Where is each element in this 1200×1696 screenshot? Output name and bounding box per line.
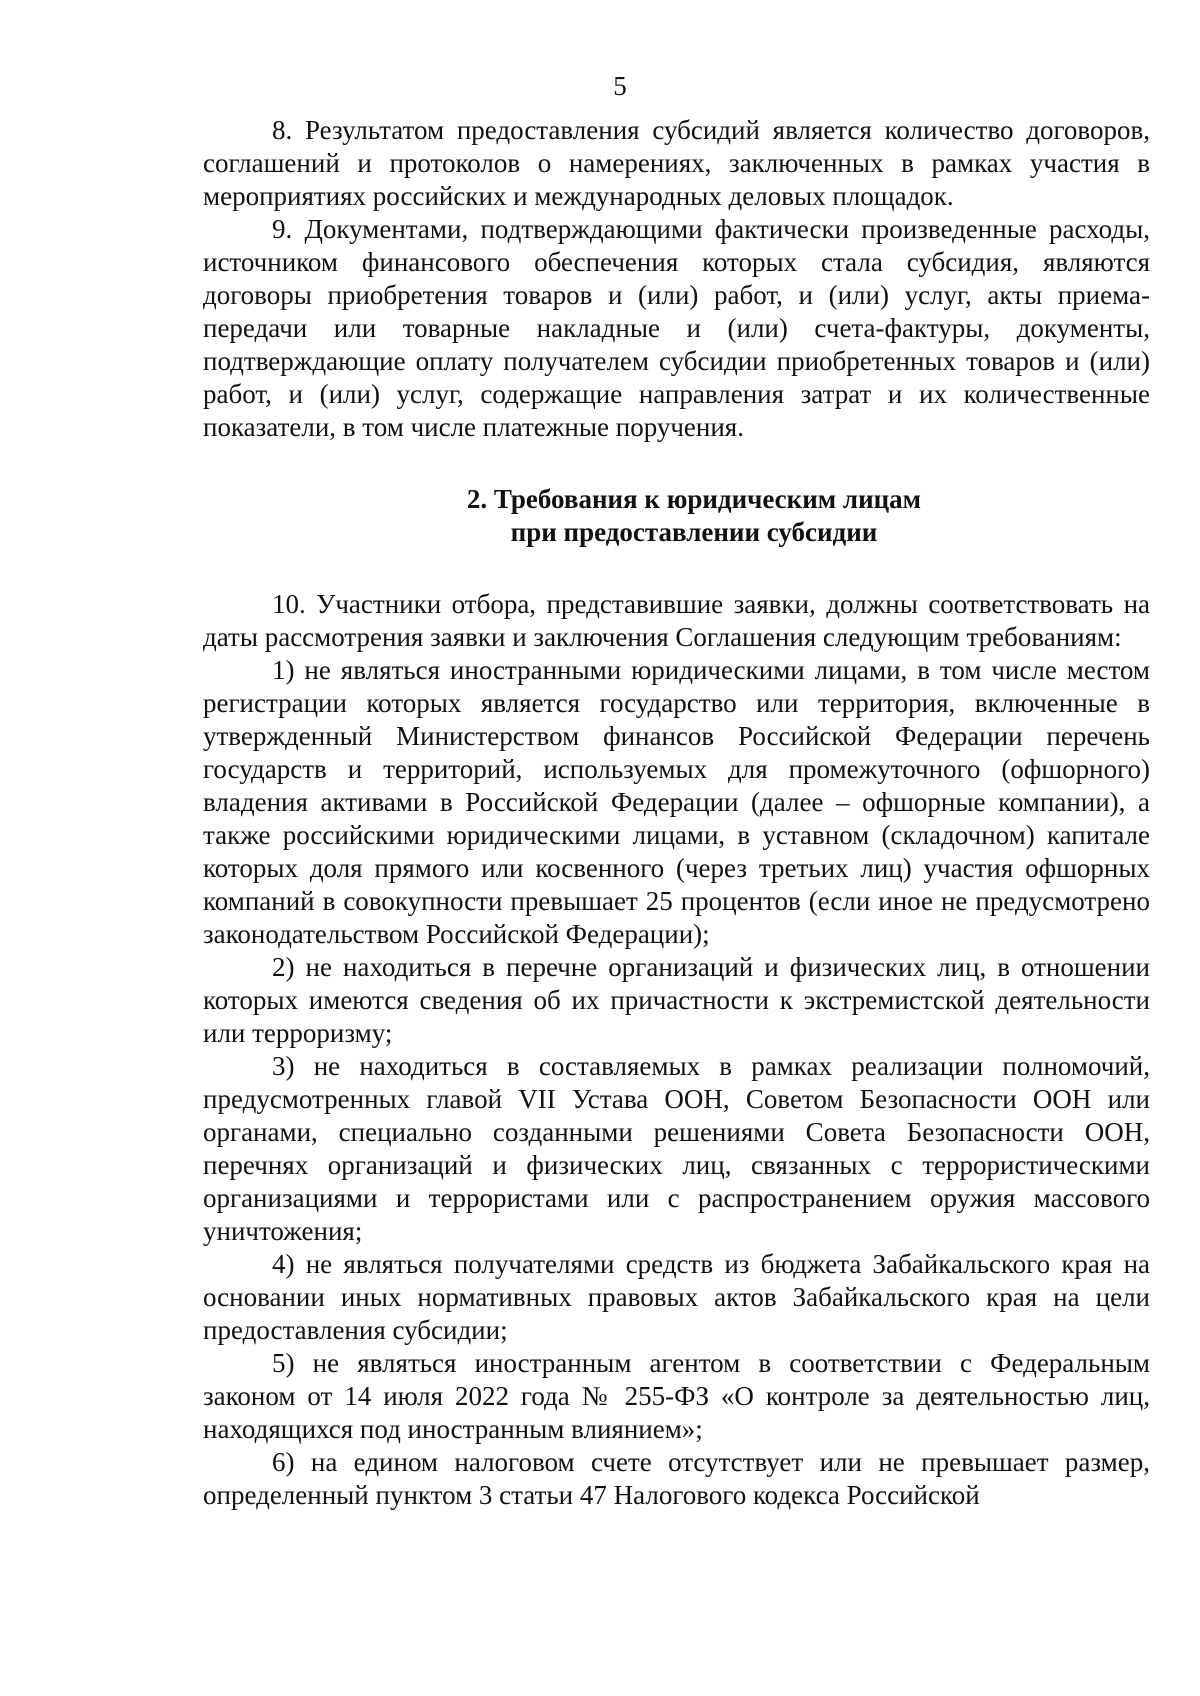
requirement-item-4: 4) не являться получателями средств из бюджета Забайкальского края на основании иных нормативных правовых актов Забайкальского края на цели предоставления субсидии; [203,1249,1150,1345]
requirement-item-6: 6) на едином налоговом счете отсутствует или не превышает размер, определенный пунктом 3 статьи 47 Налогового кодекса Российской [203,1447,1150,1510]
document-body [203,114,1150,1512]
section-heading-line-1: 2. Требования к юридическим лицам [466,484,922,514]
paragraph-10: 10. Участники отбора, представившие заявки, должны соответствовать на даты рассмотрения заявки и заключения Соглашения следующим требованиям: [203,589,1150,652]
requirement-item-2: 2) не находиться в перечне организаций и физических лиц, в отношении которых имеются сведения об их причастности к экстремистской деятельности или терроризму; [203,952,1150,1048]
section-heading-line-2: при предоставлении субсидии [510,517,878,547]
page-number: 5 [613,71,627,101]
paragraph-9: 9. Документами, подтверждающими фактически произведенные расходы, источником финансового обеспечения которых стала субсидия, являются договоры приобретения товаров и (или) работ, и (или) услуг, акты приема-передачи или товарные накладные и (или) счета-фактуры, документы, подтверждающие оплату получателем субсидии приобретенных товаров и (или) работ, и (или) услуг, содержащие направления затрат и их количественные показатели, в том числе платежные поручения. [203,214,1150,442]
requirement-item-5: 5) не являться иностранным агентом в соответствии с Федеральным законом от 14 июля 2022 года № 255-ФЗ «О контроле за деятельностью лиц, находящихся под иностранным влиянием»; [203,1348,1150,1444]
requirement-item-3: 3) не находиться в составляемых в рамках реализации полномочий, предусмотренных главой VII Устава ООН, Советом Безопасности ООН или органами, специально созданными решениями Совета Безопасности ООН, перечнях организаций и физических лиц, связанных с террористическими организациями и террористами или с распространением оружия массового уничтожения; [203,1051,1150,1246]
paragraph-8: 8. Результатом предоставления субсидий является количество договоров, соглашений и протоколов о намерениях, заключенных в рамках участия в мероприятиях российских и международных деловых площадок. [203,115,1150,211]
section-heading [203,483,1150,549]
requirement-item-1: 1) не являться иностранными юридическими лицами, в том числе местом регистрации которых является государство или территория, включенные в утвержденный Министерством финансов Российской Федерации перечень государств и территорий, используемых для промежуточного (офшорного) владения активами в Российской Федерации (далее – офшорные компании), а также российскими юридическими лицами, в уставном (складочном) капитале которых доля прямого или косвенного (через третьих лиц) участия офшорных компаний в совокупности превышает 25 процентов (если иное не предусмотрено законодательством Российской Федерации); [203,655,1150,949]
